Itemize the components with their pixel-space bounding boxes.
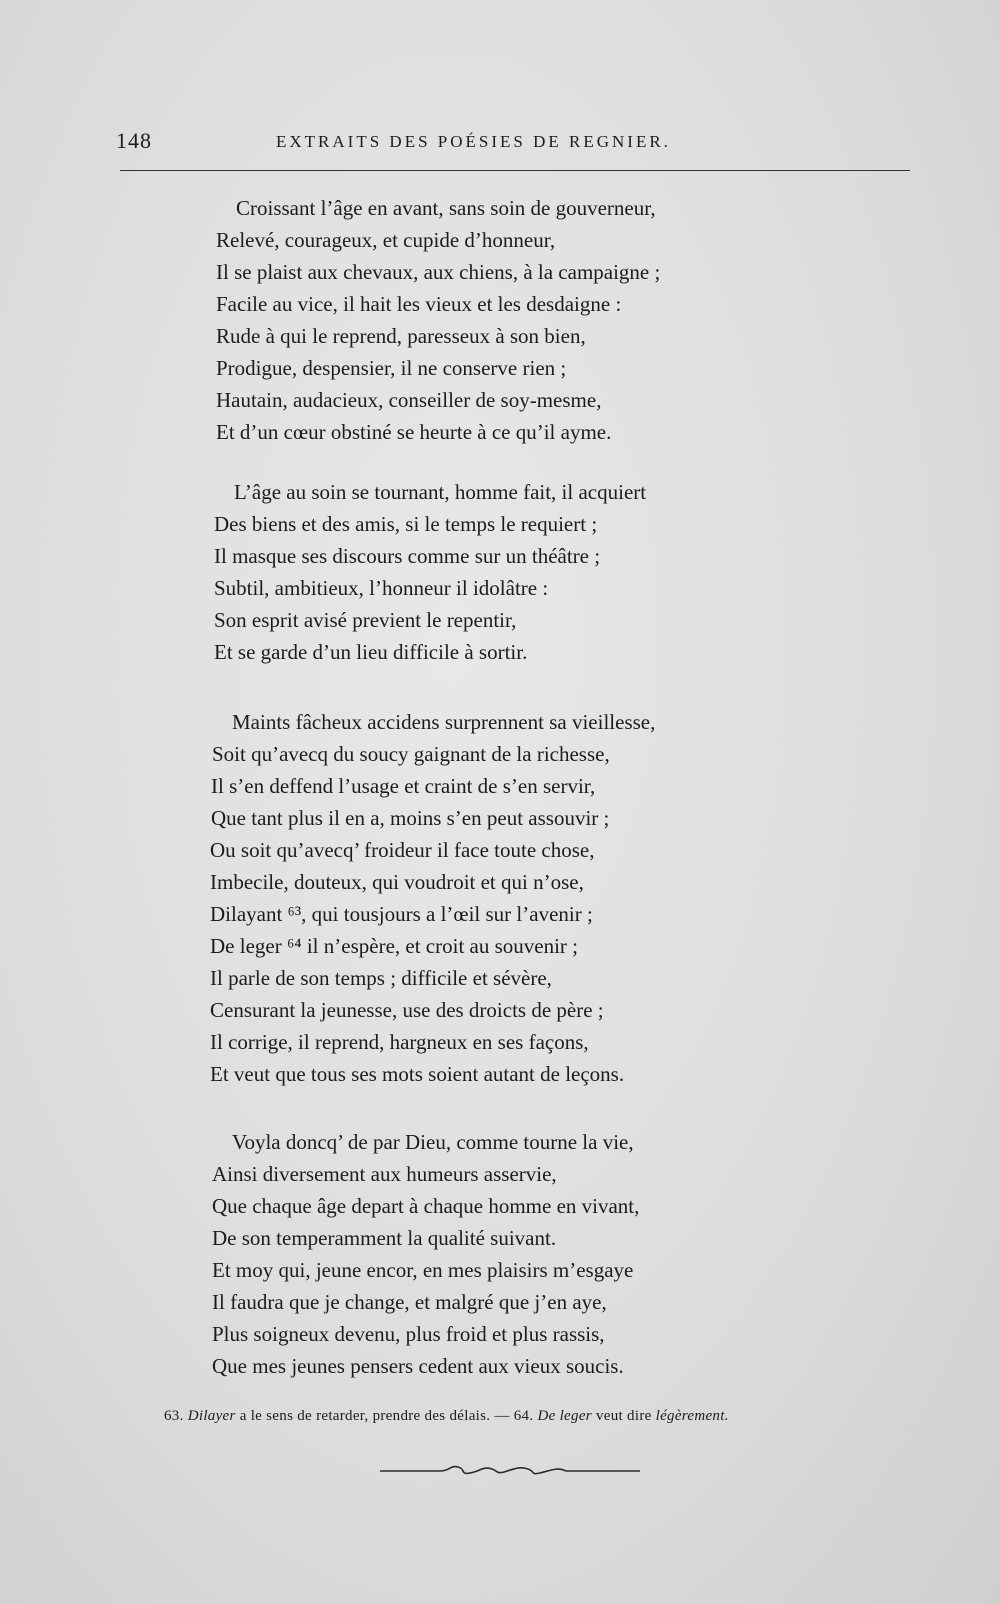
verse-line: Relevé, courageux, et cupide d’honneur,	[216, 228, 556, 252]
verse-line: Il se plaist aux chevaux, aux chiens, à la campaigne ;	[216, 260, 661, 284]
verse-line: Il parle de son temps ; difficile et sévère,	[210, 966, 552, 990]
footnote-64-term: De leger	[537, 1408, 592, 1424]
verse-line: De leger ⁶⁴ il n’espère, et croit au souvenir ;	[210, 934, 579, 958]
verse-line: Que mes jeunes pensers cedent aux vieux soucis.	[212, 1354, 624, 1378]
verse-line: Dilayant ⁶³, qui tousjours a l’œil sur l’avenir ;	[210, 902, 593, 926]
verse-line: L’âge au soin se tournant, homme fait, il acquiert	[234, 480, 647, 504]
verse-line: Hautain, audacieux, conseiller de soy-mesme,	[216, 388, 602, 412]
page-number: 148	[116, 128, 152, 153]
footnote-63-number: 63.	[164, 1408, 184, 1424]
verse-line: Maints fâcheux accidens surprennent sa vieillesse,	[232, 710, 656, 734]
footnote-64-number: 64.	[513, 1408, 534, 1424]
footnote-64-gloss: légèrement.	[655, 1408, 729, 1424]
verse-line: Il corrige, il reprend, hargneux en ses façons,	[210, 1030, 589, 1054]
verse-line: Il masque ses discours comme sur un théâtre ;	[214, 544, 601, 568]
page-header	[116, 128, 906, 158]
footnote-64-text: veut dire	[591, 1408, 656, 1424]
ornament-flourish	[380, 1460, 640, 1480]
running-head: EXTRAITS DES POÉSIES DE REGNIER.	[276, 132, 671, 151]
verse-line: Censurant la jeunesse, use des droicts de père ;	[210, 998, 604, 1022]
verse-line: Ainsi diversement aux humeurs asservie,	[212, 1162, 557, 1186]
footnotes	[164, 1408, 924, 1425]
verse-line: Croissant l’âge en avant, sans soin de gouverneur,	[236, 196, 656, 220]
header-rule	[120, 170, 910, 171]
verse-line: Voyla doncq’ de par Dieu, comme tourne la vie,	[232, 1130, 634, 1154]
verse-line: Facile au vice, il hait les vieux et les desdaigne :	[216, 292, 622, 316]
footnote-63-term: Dilayer	[187, 1408, 236, 1424]
verse-line: Et se garde d’un lieu difficile à sortir.	[214, 640, 528, 664]
verse-line: Des biens et des amis, si le temps le requiert ;	[214, 512, 598, 536]
verse-line: Son esprit avisé previent le repentir,	[214, 608, 517, 632]
verse-line: Rude à qui le reprend, paresseux à son bien,	[216, 324, 586, 348]
verse-line: Et veut que tous ses mots soient autant de leçons.	[210, 1062, 625, 1086]
verse-line: Ou soit qu’avecq’ froideur il face toute chose,	[210, 838, 595, 862]
verse-line: De son temperamment la qualité suivant.	[212, 1226, 557, 1250]
verse-line: Soit qu’avecq du soucy gaignant de la richesse,	[212, 742, 610, 766]
verse-line: Prodigue, despensier, il ne conserve rien ;	[216, 356, 567, 380]
verse-line: Imbecile, douteux, qui voudroit et qui n’ose,	[210, 870, 584, 894]
footnote-63-text: a le sens de retarder, prendre des délais. —	[235, 1408, 514, 1424]
verse-line: Que chaque âge depart à chaque homme en vivant,	[212, 1194, 640, 1218]
verse-line: Il faudra que je change, et malgré que j’en aye,	[212, 1290, 607, 1314]
verse-line: Subtil, ambitieux, l’honneur il idolâtre :	[214, 576, 549, 600]
verse-line: Il s’en deffend l’usage et craint de s’en servir,	[211, 774, 596, 798]
verse-line: Et d’un cœur obstiné se heurte à ce qu’il ayme.	[216, 420, 612, 444]
verse-line: Plus soigneux devenu, plus froid et plus rassis,	[212, 1322, 605, 1346]
verse-line: Que tant plus il en a, moins s’en peut assouvir ;	[211, 806, 610, 830]
verse-line: Et moy qui, jeune encor, en mes plaisirs m’esgaye	[212, 1258, 634, 1282]
